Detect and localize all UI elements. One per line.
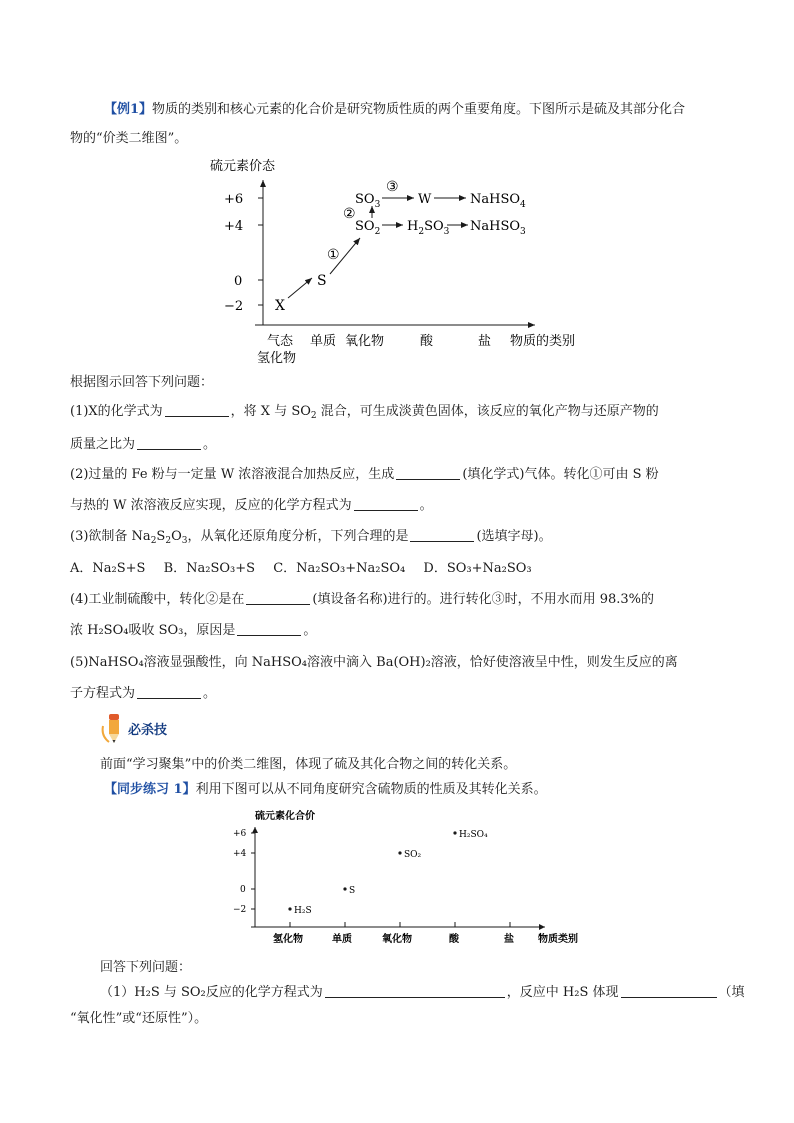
step-1: ①	[327, 247, 340, 263]
x2-cat-element: 单质	[332, 934, 352, 945]
question-4-line2: 浓 H₂SO₄吸收 SO₃，原因是 。	[70, 623, 317, 638]
x-cat-salt: 盐	[478, 334, 492, 349]
step-3: ③	[386, 179, 399, 195]
question-4-line1: (4)工业制硫酸中，转化②是在 (填设备名称)进行的。进行转化③时，不用水而用 98.3%的	[70, 592, 654, 607]
question-5-line2: 子方程式为 。	[70, 686, 217, 701]
option-a: A．Na₂S+S	[70, 561, 146, 576]
node-nahso3: NaHSO$_3$	[470, 219, 526, 237]
example1-line2: 物的“价类二维图”。	[70, 131, 188, 146]
pen-icon	[100, 712, 128, 746]
node-s: S	[317, 273, 327, 289]
practice-1-intro: 【同步练习 1】利用下图可以从不同角度研究含硫物质的性质及其转化关系。	[104, 782, 547, 797]
y2-tick-plus4: +4	[233, 849, 247, 859]
answer-blank[interactable]	[396, 465, 460, 480]
example1-line1: 【例1】物质的类别和核心元素的化合价是研究物质性质的两个重要角度。下图所示是硫及其部分化合	[104, 102, 686, 117]
answer-blank[interactable]	[621, 983, 717, 998]
practice-questions-lead: 回答下列问题：	[100, 960, 192, 975]
point-so2	[398, 851, 401, 854]
practice-tag: 【同步练习 1】	[104, 782, 196, 797]
node-nahso4: NaHSO$_4$	[470, 192, 526, 210]
x-cat-acid: 酸	[420, 334, 434, 349]
question-5-line1: (5)NaHSO₄溶液显强酸性，向 NaHSO₄溶液中滴入 Ba(OH)₂溶液，恰好使溶液呈中性，则发生反应的离	[70, 655, 678, 670]
node-h2so3: $H_2SO_3$	[407, 219, 450, 237]
x-cat-oxide: 氧化物	[345, 334, 385, 349]
practice-question-1-line1: （1）H₂S 与 SO₂反应的化学方程式为 ，反应中 H₂S 体现 （填	[100, 985, 745, 1000]
tip-label: 必杀技	[128, 723, 168, 738]
x2-cat-hydride: 氢化物	[273, 934, 303, 945]
y2-tick-0: 0	[240, 885, 246, 895]
point-s	[343, 887, 346, 890]
question-2-line1: (2)过量的 Fe 粉与一定量 W 浓溶液混合加热反应，生成 (填化学式)气体。转化①可由 S 粉	[70, 467, 659, 482]
x-axis-title: 物质的类别	[510, 334, 576, 349]
step-2: ②	[343, 206, 356, 222]
label-h2s: H₂S	[294, 906, 312, 916]
point-h2s	[288, 907, 291, 910]
x-cat-gas: 气态	[267, 334, 294, 349]
answer-blank[interactable]	[325, 983, 505, 998]
questions-lead: 根据图示回答下列问题：	[70, 375, 214, 390]
y-tick-plus4: +4	[224, 219, 244, 234]
question-1-line2: 质量之比为 。	[70, 437, 217, 452]
point-h2so4	[453, 831, 456, 834]
node-so2: $SO_2$	[355, 219, 381, 237]
answer-blank[interactable]	[137, 435, 201, 450]
x2-cat-oxide: 氧化物	[382, 934, 412, 945]
y-tick-minus2: −2	[224, 299, 244, 314]
question-2-line2: 与热的 W 浓溶液反应实现，反应的化学方程式为 。	[70, 498, 433, 513]
x2-axis-title: 物质类别	[538, 934, 578, 945]
valence-class-diagram-1	[200, 150, 600, 370]
y-tick-0: 0	[234, 274, 243, 289]
answer-blank[interactable]	[246, 590, 310, 605]
y-tick-plus6: +6	[224, 192, 244, 207]
node-w: W	[418, 192, 432, 207]
question-1-line1: (1)X的化学式为 ，将 X 与 $SO_2$ 混合，可生成淡黄色固体，该反应的氧化产物与还原产物的	[70, 404, 659, 421]
example-tag: 【例1】	[104, 102, 153, 117]
label-so2: SO₂	[404, 850, 422, 860]
tip-badge	[100, 712, 178, 746]
answer-blank[interactable]	[354, 496, 418, 511]
option-b: B．Na₂SO₃+S	[163, 561, 256, 576]
x2-cat-salt: 盐	[504, 934, 514, 945]
arrow-x-to-s	[288, 278, 312, 298]
y2-tick-minus2: −2	[233, 905, 247, 915]
answer-blank[interactable]	[237, 621, 301, 636]
node-x: X	[275, 298, 285, 314]
x-cat-element: 单质	[310, 334, 337, 349]
y2-tick-plus6: +6	[233, 829, 247, 839]
option-c: C．Na₂SO₃+Na₂SO₄	[273, 561, 406, 576]
node-so3: $SO_3$	[355, 192, 381, 210]
valence-class-diagram-2	[225, 805, 595, 950]
label-h2so4: H₂SO₄	[459, 830, 488, 840]
practice-question-1-line2: “氧化性”或“还原性”）。	[70, 1011, 208, 1026]
x2-cat-acid: 酸	[449, 934, 459, 945]
label-s: S	[349, 886, 356, 896]
y-axis-title: 硫元素价态	[210, 159, 276, 174]
tip-text: 前面“学习聚集”中的价类二维图，体现了硫及其化合物之间的转化关系。	[100, 757, 517, 772]
question-3-options	[70, 556, 532, 582]
answer-blank[interactable]	[137, 684, 201, 699]
x-cat-gas-line2: 氢化物	[257, 351, 297, 366]
answer-blank[interactable]	[410, 527, 474, 542]
option-d: D．SO₃+Na₂SO₃	[423, 561, 532, 576]
answer-blank[interactable]	[165, 402, 229, 417]
question-3: (3)欲制备 $Na_2S_2O_3$，从氧化还原角度分析，下列合理的是 (选填字母)。	[70, 529, 552, 546]
y-axis-title-2: 硫元素化合价	[255, 811, 315, 822]
